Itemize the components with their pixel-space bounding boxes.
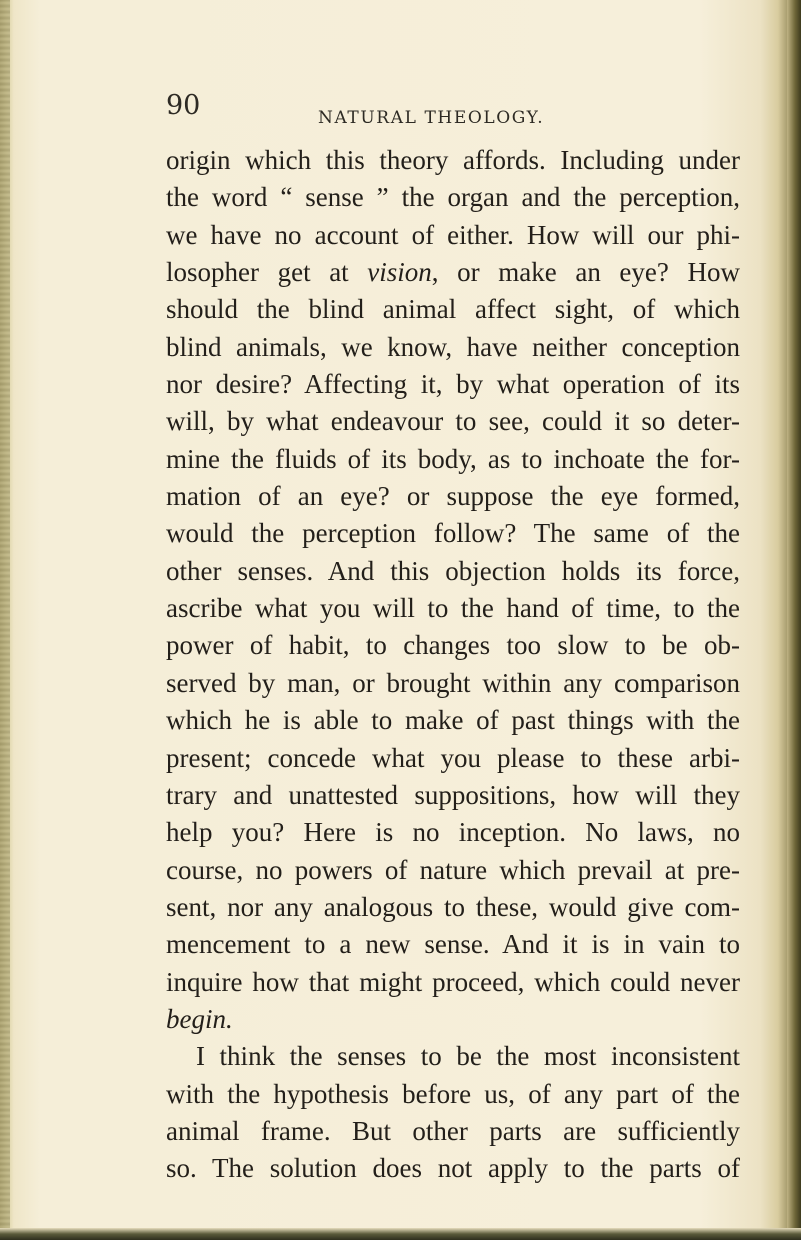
text-line: ascribe what you will to the hand of time, to the: [166, 593, 740, 624]
text-line: origin which this theory affords. Including under: [166, 145, 740, 175]
text-line: trary and unattested suppositions, how will they: [166, 779, 740, 810]
page-bottom-edge: [0, 1228, 801, 1240]
text-fragment: , or make an eye? How: [431, 257, 740, 288]
text-line: [166, 254, 740, 291]
page-binding: [0, 0, 10, 1240]
text-line: would the perception follow? The same of the: [166, 518, 740, 549]
text-line: mine the fluids of its body, as to inchoate the for-: [166, 443, 740, 474]
text-line: so. The solution does not apply to the parts of: [166, 1153, 740, 1184]
text-line: I think the senses to be the most inconsistent: [196, 1041, 740, 1072]
running-title: NATURAL THEOLOGY.: [318, 108, 545, 128]
text-line: with the hypothesis before us, of any part of the: [166, 1078, 740, 1109]
text-line: should the blind animal affect sight, of which: [166, 294, 740, 325]
text-line: mencement to a new sense. And it is in vain to: [166, 929, 740, 960]
text-fragment: losopher get at: [166, 257, 368, 288]
text-line: help you? Here is no inception. No laws, no: [166, 817, 740, 848]
text-line: course, no powers of nature which prevail at pre-: [166, 854, 740, 885]
text-line: inquire how that might proceed, which could never: [166, 966, 740, 997]
text-line: will, by what endeavour to see, could it so deter-: [166, 406, 740, 437]
text-line: served by man, or brought within any comparison: [166, 667, 740, 698]
italic-word-vision: vision: [367, 257, 432, 288]
text-line-italic: begin.: [166, 1003, 233, 1034]
page-edge: [787, 0, 801, 1240]
text-line: sent, nor any analogous to these, would give com-: [166, 891, 740, 922]
text-line: power of habit, to changes too slow to be ob-: [166, 630, 740, 661]
page-number: 90: [166, 90, 201, 121]
page-header: [166, 92, 740, 132]
text-line: nor desire? Affecting it, by what operation of its: [166, 369, 740, 400]
text-line: the word “ sense ” the organ and the perception,: [166, 182, 740, 213]
text-line: which he is able to make of past things with the: [166, 705, 740, 736]
text-line: other senses. And this objection holds its force,: [166, 555, 740, 586]
body-text: [166, 142, 740, 1188]
text-line: blind animals, we know, have neither conception: [166, 331, 740, 362]
text-line: animal frame. But other parts are sufficiently: [166, 1115, 740, 1146]
text-line: we have no account of either. How will our phi-: [166, 219, 740, 250]
text-line: mation of an eye? or suppose the eye formed,: [166, 481, 740, 512]
text-line: present; concede what you please to these arbi-: [166, 742, 740, 773]
